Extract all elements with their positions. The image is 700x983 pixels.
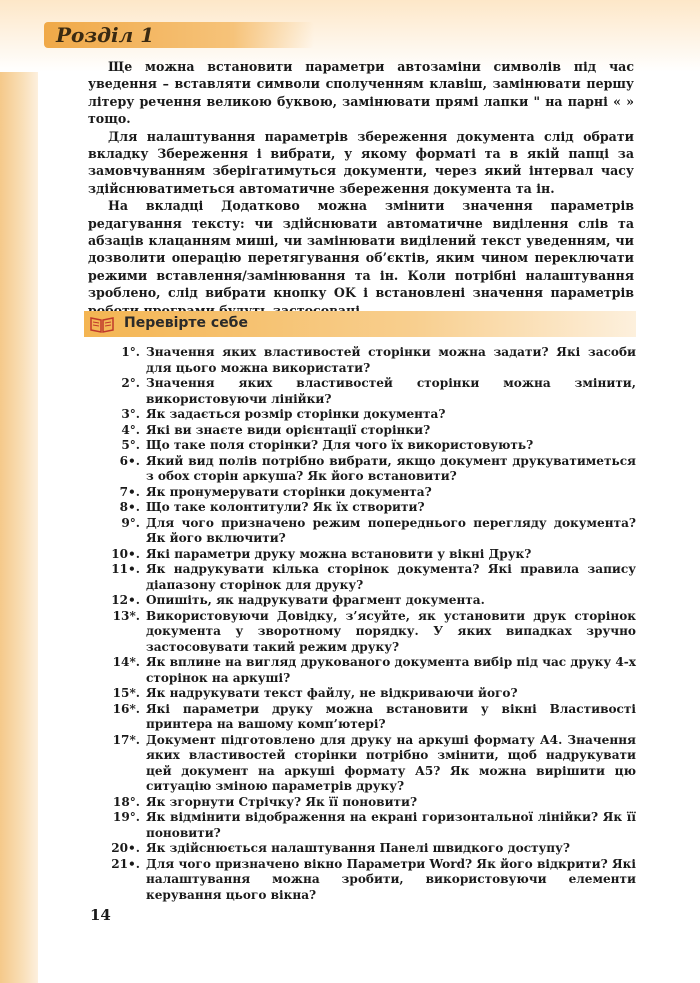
question-text: Для чого призначено режим попереднього перегляду документа? Як його включити? xyxy=(146,515,636,545)
paragraph: Для налаштування параметрів збереження документа слід обрати вкладку Збереження і вибрати, у якому форматі та в якій папці за замовчуванням зберігатимуться документи, через який інтервал часу здійснюватиметься автоматичне збереження документа та ін. xyxy=(88,128,634,196)
question-number: 3°. xyxy=(121,407,140,421)
page-edge-band xyxy=(0,0,38,983)
question-text: Як відмінити відображення на екрані горизонтальної лінійки? Як її поновити? xyxy=(146,810,636,840)
question-item xyxy=(96,516,636,547)
question-number: 15*. xyxy=(112,686,140,700)
question-text: Як надрукувати текст файлу, не відкриваючи його? xyxy=(146,686,518,700)
question-text: Що таке поля сторінки? Для чого їх використовують? xyxy=(146,438,534,452)
question-text: Використовуючи Довідку, з’ясуйте, як установити друк сторінок документа у зворотному порядку. У яких випадках зручно застосовувати такий режим друку? xyxy=(146,608,636,654)
question-item xyxy=(96,438,636,454)
question-item xyxy=(96,423,636,439)
question-text: Який вид полів потрібно вибрати, якщо документ друкуватиметься з обох сторін аркуша? Як його встановити? xyxy=(146,453,636,483)
question-text: Які параметри друку можна встановити у вікні Друк? xyxy=(146,546,532,561)
question-text: Документ підготовлено для друку на аркуші формату А4. Значення яких властивостей сторінки потрібно змінити, щоб надрукувати цей документ на аркуші формату А5? Як можна вирішити цю ситуацію зміною параметрів друку? xyxy=(146,732,636,793)
question-number: 11•. xyxy=(111,562,140,576)
check-yourself-title: Перевірте себе xyxy=(124,315,248,331)
question-item xyxy=(96,485,636,501)
question-number: 2°. xyxy=(121,376,140,390)
question-item xyxy=(96,593,636,609)
question-number: 21•. xyxy=(111,856,140,871)
question-number: 1°. xyxy=(121,345,140,359)
question-text: Що таке колонтитули? Як їх створити? xyxy=(146,500,425,514)
question-number: 13*. xyxy=(112,608,140,623)
question-number: 20•. xyxy=(111,841,140,855)
question-number: 4°. xyxy=(121,422,140,437)
question-number: 12•. xyxy=(111,593,140,607)
question-item xyxy=(96,841,636,857)
question-item xyxy=(96,857,636,904)
section-header xyxy=(44,22,314,48)
question-number: 19°. xyxy=(112,810,140,824)
question-number: 10•. xyxy=(111,546,140,561)
question-text: Як здійснюється налаштування Панелі швидкого доступу? xyxy=(146,841,570,855)
paragraph: На вкладці Додатково можна змінити значення параметрів редагування тексту: чи здійснювати автоматичне виділення слів та абзаців клацанням миші, чи замінювати виділений текст уведенням, чи дозволити операцію перетягування об’єктів, яким чином переключати режими вставлення/замінювання та ін. Коли потрібні налаштування зроблено, слід вибрати кнопку OK і встановлені значення параметрів xyxy=(88,198,634,301)
question-item xyxy=(96,655,636,686)
question-text: Як згорнути Стрічку? Як її поновити? xyxy=(146,794,418,809)
question-number: 6•. xyxy=(119,453,140,468)
question-item xyxy=(96,733,636,795)
check-yourself-bar xyxy=(84,311,636,337)
question-item xyxy=(96,795,636,811)
question-item xyxy=(96,547,636,563)
question-item xyxy=(96,562,636,593)
question-text: Як пронумерувати сторінки документа? xyxy=(146,484,432,499)
question-item xyxy=(96,810,636,841)
question-item xyxy=(96,376,636,407)
question-item xyxy=(96,702,636,733)
open-book-icon xyxy=(90,315,114,333)
question-item xyxy=(96,454,636,485)
question-item xyxy=(96,686,636,702)
question-text: Опишіть, як надрукувати фрагмент документа. xyxy=(146,593,485,607)
section-title: Розділ 1 xyxy=(56,23,155,47)
paragraph: Ще можна встановити параметри автозаміни символів під час уведення – вставляти символи сполученням клавіш, замінювати першу літеру речення великою буквою, замінювати прямі лапки " на парні « » тощо. xyxy=(88,59,634,127)
question-number: 9°. xyxy=(121,515,140,530)
question-number: 14*. xyxy=(112,655,140,669)
question-text: Як задається розмір сторінки документа? xyxy=(146,407,446,421)
question-number: 5°. xyxy=(121,438,140,452)
body-text xyxy=(88,58,634,319)
question-number: 16*. xyxy=(112,701,140,716)
question-number: 17*. xyxy=(112,732,140,747)
question-number: 7•. xyxy=(119,484,140,499)
question-text: Для чого призначено вікно Параметри Word? Як його відкрити? Які налаштування можна зробити, використовуючи елементи керування цього вікна? xyxy=(146,856,636,902)
questions-list xyxy=(96,345,636,903)
question-text: Значення яких властивостей сторінки можна задати? Які засоби для цього можна використати? xyxy=(146,345,636,375)
question-number: 18°. xyxy=(112,794,140,809)
question-text: Як надрукувати кілька сторінок документа? Які правила запису діапазону сторінок для друку? xyxy=(146,562,636,592)
question-item xyxy=(96,609,636,656)
question-number: 8•. xyxy=(119,500,140,514)
question-item xyxy=(96,407,636,423)
question-item xyxy=(96,500,636,516)
page-number: 14 xyxy=(90,906,111,924)
question-text: Як вплине на вигляд друкованого документа вибір під час друку 4-х сторінок на аркуші? xyxy=(146,655,636,685)
question-item xyxy=(96,345,636,376)
question-text: Які параметри друку можна встановити у вікні Властивості принтера на вашому комп’ютері? xyxy=(146,701,636,731)
question-text: Які ви знаєте види орієнтації сторінки? xyxy=(146,422,431,437)
question-text: Значення яких властивостей сторінки можна змінити, використовуючи лінійки? xyxy=(146,376,636,406)
